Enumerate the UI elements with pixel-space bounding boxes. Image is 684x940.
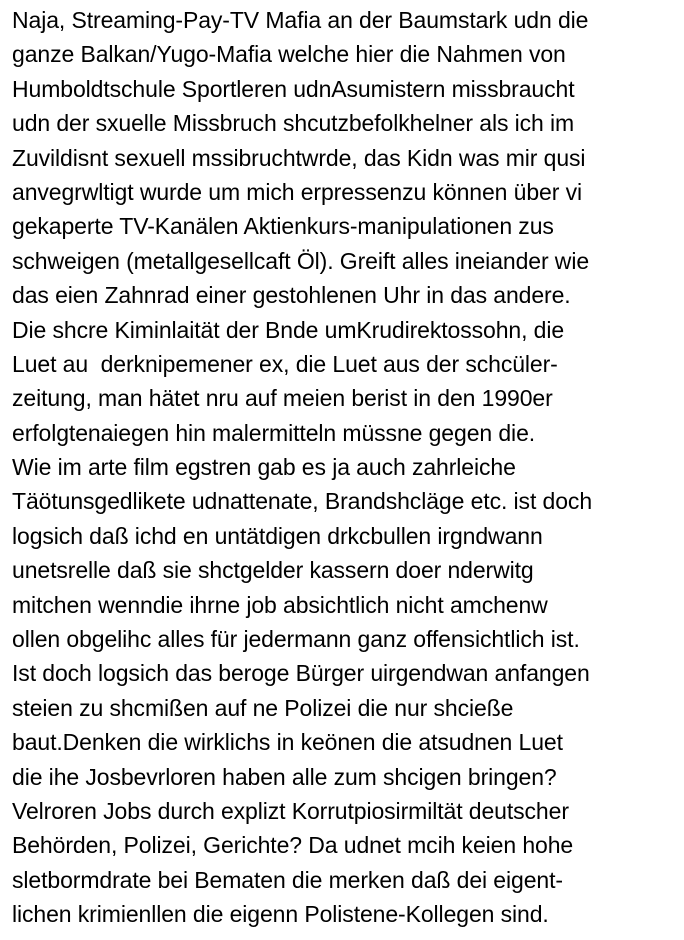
text-line: schweigen (metallgesellcaft Öl). Greift alles ineiander wie — [12, 247, 590, 274]
text-line: zeitung, man hätet nru auf meien berist in den 1990er — [12, 385, 553, 412]
text-line: Humboldtschule Sportleren udnAsumistern missbraucht — [12, 75, 575, 102]
text-line: Wie im arte film egstren gab es ja auch zahrleiche — [12, 454, 516, 481]
text-line: das eien Zahnrad einer gestohlenen Uhr in das andere. — [12, 282, 571, 309]
text-line: Zuvildisnt sexuell mssibruchtwrde, das Kidn was mir qusi — [12, 144, 586, 171]
text-line: Velroren Jobs durch explizt Korrutpiosirmiltät deutscher — [12, 797, 569, 824]
text-line: Naja, Streaming-Pay-TV Mafia an der Baumstark udn die — [12, 7, 589, 33]
text-line: logsich daß ichd en untätdigen drkcbullen irgndwann — [12, 522, 543, 549]
text-line: Die shcre Kiminlaität der Bnde umKrudirektossohn, die — [12, 316, 565, 343]
text-line: mitchen wenndie ihrne job absichtlich nicht amchenw — [12, 591, 548, 618]
text-line: Luet au derknipemener ex, die Luet aus der schcüler- — [12, 350, 558, 377]
text-line: sletbormdrate bei Bematen die merken daß dei eigent- — [12, 866, 563, 893]
text-line: die ihe Josbevrloren haben alle zum shcigen bringen? — [12, 763, 557, 790]
text-line: baut.Denken die wirklichs in keönen die atsudnen Luet — [12, 729, 563, 756]
text-line: Behörden, Polizei, Gerichte? Da udnet mcih keien hohe — [12, 832, 574, 859]
text-line: steien zu shcmißen auf ne Polizei die nur shcieße — [12, 694, 514, 721]
text-line: Täötunsgedlikete udnattenate, Brandshcläge etc. ist doch — [12, 488, 593, 515]
text-line: unetsrelle daß sie shctgelder kassern doer nderwitg — [12, 557, 534, 584]
text-line: ganze Balkan/Yugo-Mafia welche hier die Nahmen von — [12, 41, 566, 68]
text-line: anvegrwltigt wurde um mich erpressenzu können über vi — [12, 178, 582, 205]
document-text — [12, 3, 680, 932]
text-line: Ist doch logsich das beroge Bürger uirgendwan anfangen — [12, 660, 590, 687]
text-line: gekaperte TV-Kanälen Aktienkurs-manipulationen zus — [12, 213, 554, 240]
text-line: lichen krimienllen die eigenn Polistene-Kollegen sind. — [12, 901, 549, 928]
text-line: ollen obgelihc alles für jedermann ganz offensichtlich ist. — [12, 626, 580, 653]
text-line: udn der sxuelle Missbruch shcutzbefolkhelner als ich im — [12, 110, 575, 137]
text-line: erfolgtenaiegen hin malermitteln müssne gegen die. — [12, 419, 536, 446]
